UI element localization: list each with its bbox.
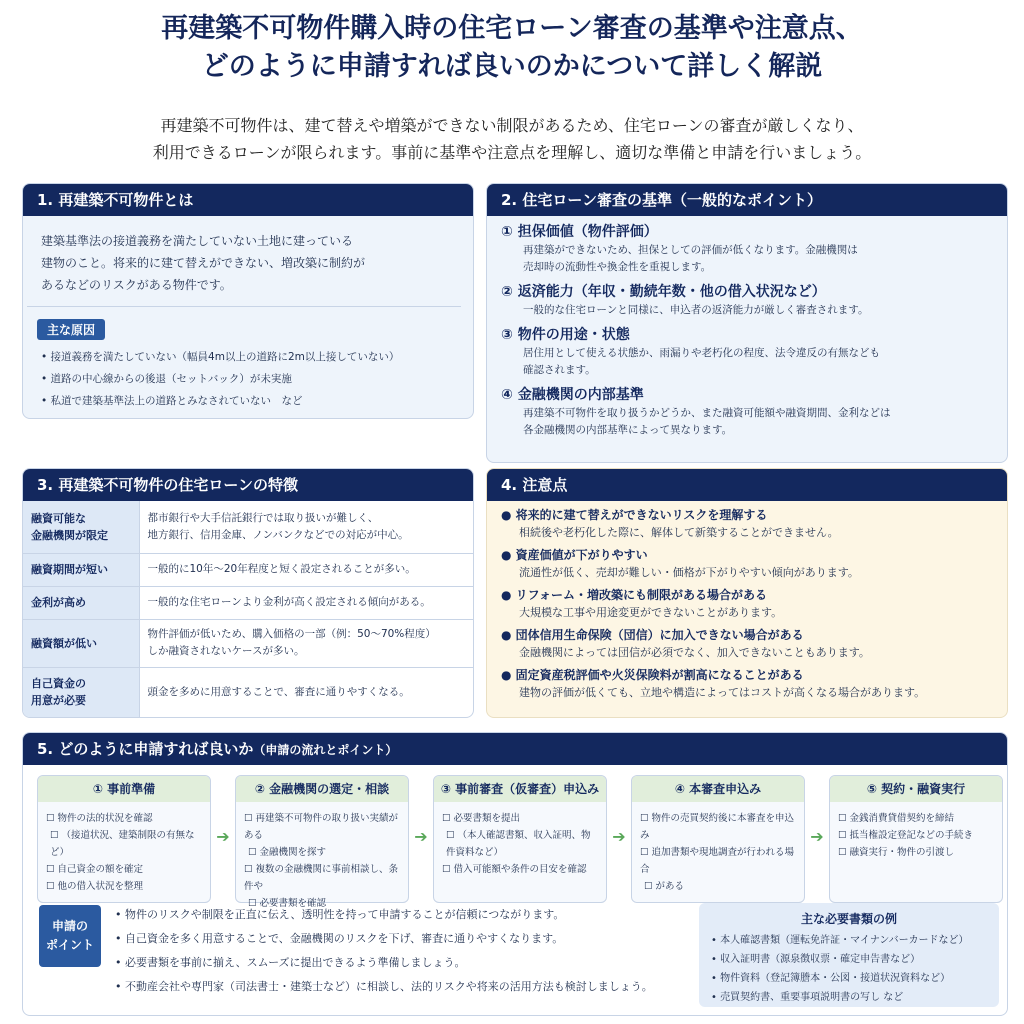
section-cautions bbox=[486, 468, 1008, 718]
doc-item: • 本人確認書類（運転免許証・マイナンバーカードなど） bbox=[711, 931, 987, 950]
step-item: ☐ 複数の金融機関に事前相談し、条件や bbox=[244, 861, 402, 895]
application-steps bbox=[23, 765, 1007, 909]
caution-item bbox=[501, 587, 993, 621]
caution-body: 相続後や老朽化した際に、解体して新築することができません。 bbox=[519, 526, 839, 539]
feature-value-line: 頭金を多めに用意することで、審査に通りやすくなる。 bbox=[147, 685, 410, 698]
feature-key bbox=[23, 553, 139, 586]
criterion bbox=[501, 222, 993, 276]
criterion-line: 再建築ができないため、担保としての評価が低くなります。金融機関は bbox=[523, 244, 858, 256]
caution-body: 大規模な工事や用途変更ができないことがあります。 bbox=[519, 606, 783, 619]
feature-key-line: 金融機関が限定 bbox=[31, 528, 108, 542]
criterion-line: 再建築不可物件を取り扱うかどうか、また融資可能額や融資期間、金利などは bbox=[523, 407, 891, 419]
step-item: ☐ 追加書類や現地調査が行われる場合 bbox=[640, 844, 798, 878]
page-title-line2: どのように申請すれば良いのかについて詳しく解説 bbox=[201, 51, 823, 82]
step-item: ☐ （接道状況、建築制限の有無など） bbox=[46, 827, 204, 861]
section-definition bbox=[22, 183, 474, 419]
step-item: ☐ 他の借入状況を整理 bbox=[46, 878, 204, 895]
criterion-line: 確認されます。 bbox=[523, 364, 596, 376]
step-items bbox=[830, 802, 1002, 861]
section3-heading: 3. 再建築不可物件の住宅ローンの特徴 bbox=[23, 469, 473, 501]
step-title: ③ 事前審査（仮審査）申込み bbox=[434, 776, 606, 802]
criterion-body bbox=[501, 405, 993, 439]
step-item: ☐ 必要書類を確認 bbox=[244, 895, 402, 912]
criterion-title: ③ 物件の用途・状態 bbox=[501, 327, 630, 343]
points-label bbox=[39, 905, 101, 967]
table-row bbox=[23, 553, 473, 586]
feature-value bbox=[139, 667, 473, 717]
step-items bbox=[434, 802, 606, 878]
cause-item: • 接道義務を満たしていない（幅員4m以上の道路に2m以上接していない） bbox=[41, 346, 473, 368]
section1-desc-line: あるなどのリスクがある物件です。 bbox=[41, 278, 232, 292]
point-item: • 物件のリスクや制限を正直に伝え、透明性を持って申請することが信頼につながります。 bbox=[115, 903, 685, 927]
arrow-right-icon: ➔ bbox=[216, 827, 230, 846]
criterion-title: ① 担保価値（物件評価） bbox=[501, 224, 658, 240]
step-item: ☐ 再建築不可物件の取り扱い実績がある bbox=[244, 810, 402, 844]
table-row bbox=[23, 667, 473, 717]
feature-value bbox=[139, 501, 473, 553]
doc-item: • 物件資料（登記簿謄本・公図・接道状況資料など） bbox=[711, 969, 987, 988]
causes-label: 主な原因 bbox=[37, 319, 105, 340]
caution-item bbox=[501, 667, 993, 701]
caution-body: 流通性が低く、売却が難しい・価格が下がりやすい傾向があります。 bbox=[519, 566, 859, 579]
step-item: ☐ 金融機関を探す bbox=[244, 844, 402, 861]
criterion-line: 売却時の流動性や換金性を重視します。 bbox=[523, 261, 712, 273]
table-row bbox=[23, 586, 473, 619]
features-table bbox=[23, 501, 473, 718]
step-item: ☐ 自己資金の額を確定 bbox=[46, 861, 204, 878]
feature-key bbox=[23, 619, 139, 667]
criterion-body bbox=[501, 302, 993, 319]
feature-value-line: 物件評価が低いため、購入価格の一部（例：50～70%程度） bbox=[147, 628, 436, 640]
section1-description bbox=[27, 216, 461, 307]
criterion-body bbox=[501, 345, 993, 379]
required-documents bbox=[699, 903, 999, 1007]
section1-desc-line: 建物のこと。将来的に建て替えができない、増改築に制約が bbox=[41, 256, 366, 270]
section-features bbox=[22, 468, 474, 718]
step-items bbox=[236, 802, 408, 912]
section1-heading: 1. 再建築不可物件とは bbox=[23, 184, 473, 216]
caution-title: ● 団体信用生命保険（団信）に加入できない場合がある bbox=[501, 627, 993, 644]
points-label-line: ポイント bbox=[45, 938, 94, 952]
cause-item: • 道路の中心線からの後退（セットバック）が未実施 bbox=[41, 368, 473, 390]
step-item: ☐ がある bbox=[640, 878, 798, 895]
step-title: ④ 本審査申込み bbox=[632, 776, 804, 802]
feature-key bbox=[23, 667, 139, 717]
step-item: ☐ 物件の売買契約後に本審査を申込み bbox=[640, 810, 798, 844]
step-items bbox=[38, 802, 210, 895]
section-application bbox=[22, 732, 1008, 1016]
page-title bbox=[0, 10, 1024, 86]
criterion-line: 一般的な住宅ローンと同様に、申込者の返済能力が厳しく審査されます。 bbox=[523, 304, 869, 316]
feature-value bbox=[139, 619, 473, 667]
caution-title: ● 将来的に建て替えができないリスクを理解する bbox=[501, 507, 993, 524]
feature-key bbox=[23, 586, 139, 619]
section4-heading: 4. 注意点 bbox=[487, 469, 1007, 501]
step-item: ☐ 抵当権設定登記などの手続き bbox=[838, 827, 996, 844]
points-list bbox=[115, 903, 685, 999]
doc-item: • 売買契約書、重要事項説明書の写し など bbox=[711, 988, 987, 1007]
step-items bbox=[632, 802, 804, 895]
step-item: ☐ 融資実行・物件の引渡し bbox=[838, 844, 996, 861]
table-row bbox=[23, 619, 473, 667]
step-card bbox=[235, 775, 409, 909]
step-item: ☐ 必要書類を提出 bbox=[442, 810, 600, 827]
caution-item bbox=[501, 547, 993, 581]
caution-body: 建物の評価が低くても、立地や構造によってはコストが高くなる場合があります。 bbox=[519, 686, 926, 699]
feature-key bbox=[23, 501, 139, 553]
criterion-line: 各金融機関の内部基準によって異なります。 bbox=[523, 424, 733, 436]
section1-desc-line: 建築基準法の接道義務を満たしていない土地に建っている bbox=[41, 234, 354, 248]
caution-title: ● リフォーム・増改築にも制限がある場合がある bbox=[501, 587, 993, 604]
intro-line1: 再建築不可物件は、建て替えや増築ができない制限があるため、住宅ローンの審査が厳しくなり、 bbox=[160, 116, 864, 135]
section5-heading-main: 5. どのように申請すれば良いか bbox=[37, 740, 254, 758]
feature-value-line: 一般的な住宅ローンより金利が高く設定される傾向がある。 bbox=[147, 596, 431, 608]
intro-line2: 利用できるローンが限られます。事前に基準や注意点を理解し、適切な準備と申請を行いましょう。 bbox=[152, 143, 872, 162]
caution-item bbox=[501, 507, 993, 541]
step-card bbox=[631, 775, 805, 903]
criterion bbox=[501, 282, 993, 319]
point-item: • 必要書類を事前に揃え、スムーズに提出できるよう準備しましょう。 bbox=[115, 951, 685, 975]
table-row bbox=[23, 501, 473, 553]
point-item: • 自己資金を多く用意することで、金融機関のリスクを下げ、審査に通りやすくなります。 bbox=[115, 927, 685, 951]
step-card bbox=[829, 775, 1003, 903]
intro-text bbox=[0, 112, 1024, 166]
criterion bbox=[501, 325, 993, 379]
feature-value-line: 都市銀行や大手信託銀行では取り扱いが難しく、 bbox=[147, 511, 379, 524]
feature-key-line: 融資期間が短い bbox=[31, 563, 108, 576]
criterion-title: ② 返済能力（年収・勤続年数・他の借入状況など） bbox=[501, 284, 826, 300]
causes-list bbox=[23, 346, 473, 412]
points-label-line: 申請の bbox=[51, 919, 88, 933]
point-item: • 不動産会社や専門家（司法書士・建築士など）に相談し、法的リスクや将来の活用方法も検討しましょう。 bbox=[115, 975, 685, 999]
feature-key-line: 融資可能な bbox=[31, 511, 86, 525]
docs-title: 主な必要書類の例 bbox=[800, 912, 897, 926]
feature-key-line: 用意が必要 bbox=[31, 694, 86, 707]
criterion-title: ④ 金融機関の内部基準 bbox=[501, 387, 644, 403]
step-title: ⑤ 契約・融資実行 bbox=[830, 776, 1002, 802]
docs-list bbox=[711, 931, 987, 1007]
arrow-right-icon: ➔ bbox=[810, 827, 824, 846]
caution-title: ● 固定資産税評価や火災保険料が割高になることがある bbox=[501, 667, 993, 684]
feature-value-line: 一般的に10年～20年程度と短く設定されることが多い。 bbox=[147, 563, 416, 575]
feature-key-line: 融資額が低い bbox=[31, 636, 97, 650]
step-item: ☐ 金銭消費貸借契約を締結 bbox=[838, 810, 996, 827]
criterion-line: 居住用として使える状態か、雨漏りや老朽化の程度、法令違反の有無なども bbox=[523, 347, 880, 359]
doc-item: • 収入証明書（源泉徴収票・確定申告書など） bbox=[711, 950, 987, 969]
section-criteria bbox=[486, 183, 1008, 463]
criterion-body bbox=[501, 242, 993, 276]
feature-value-line: しか融資されないケースが多い。 bbox=[147, 645, 305, 657]
feature-value bbox=[139, 553, 473, 586]
step-title: ② 金融機関の選定・相談 bbox=[236, 776, 408, 802]
feature-value-line: 地方銀行、信用金庫、ノンバンクなどでの対応が中心。 bbox=[147, 528, 409, 541]
step-item: ☐ 物件の法的状況を確認 bbox=[46, 810, 204, 827]
caution-title: ● 資産価値が下がりやすい bbox=[501, 547, 993, 564]
feature-value bbox=[139, 586, 473, 619]
feature-key-line: 金利が高め bbox=[31, 596, 86, 609]
arrow-right-icon: ➔ bbox=[414, 827, 428, 846]
section5-heading-sub: （申請の流れとポイント） bbox=[253, 743, 398, 757]
cause-item: • 私道で建築基準法上の道路とみなされていない など bbox=[41, 390, 473, 412]
arrow-right-icon: ➔ bbox=[612, 827, 626, 846]
step-card bbox=[37, 775, 211, 903]
section2-heading: 2. 住宅ローン審査の基準（一般的なポイント） bbox=[487, 184, 1007, 216]
caution-item bbox=[501, 627, 993, 661]
criterion bbox=[501, 385, 993, 439]
caution-body: 金融機関によっては団信が必須でなく、加入できないこともあります。 bbox=[519, 646, 870, 659]
step-item: ☐ 借入可能額や条件の目安を確認 bbox=[442, 861, 600, 878]
step-item: ☐ （本人確認書類、収入証明、物件資料など） bbox=[442, 827, 600, 861]
section5-heading bbox=[23, 733, 1007, 765]
criteria-list bbox=[487, 222, 1007, 439]
cautions-list bbox=[487, 507, 1007, 701]
page-title-line1: 再建築不可物件購入時の住宅ローン審査の基準や注意点、 bbox=[161, 13, 863, 44]
feature-key-line: 自己資金の bbox=[31, 677, 86, 690]
step-title: ① 事前準備 bbox=[38, 776, 210, 802]
step-card bbox=[433, 775, 607, 903]
